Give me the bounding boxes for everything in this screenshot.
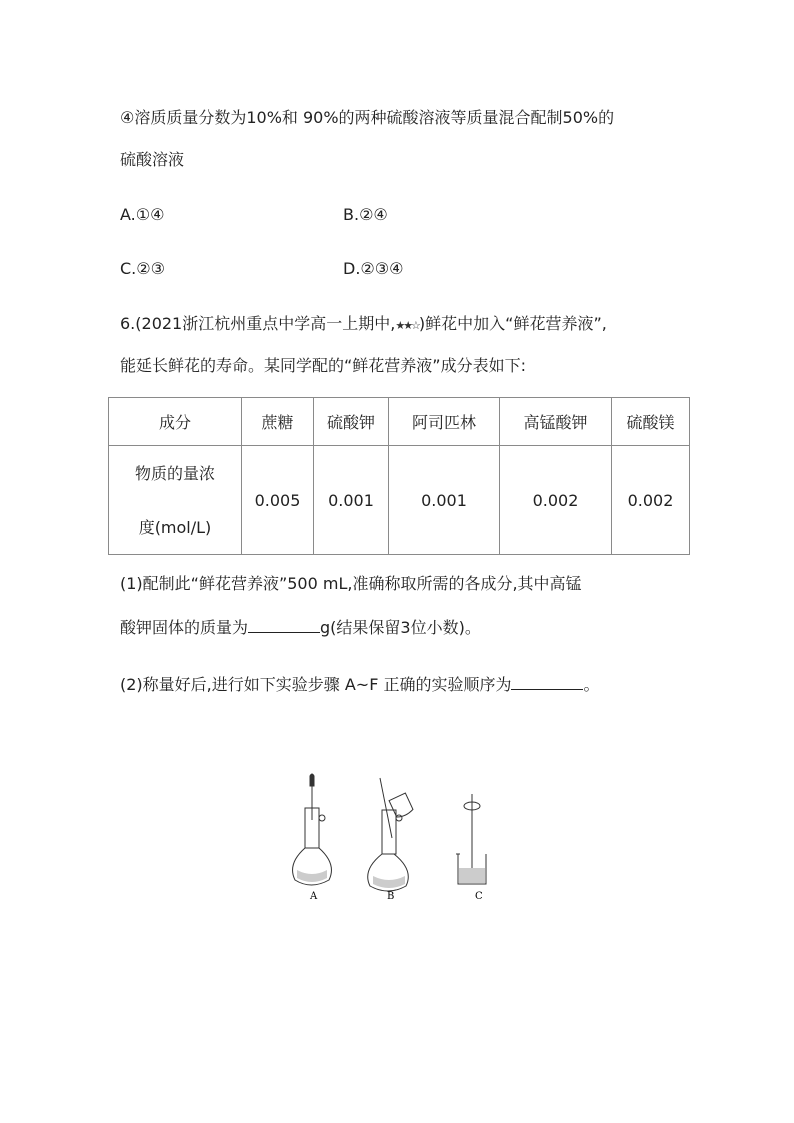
- sub2-text-before: (2)称量好后,进行如下实验步骤 A~F 正确的实验顺序为: [120, 675, 512, 694]
- stopper-icon: [319, 815, 325, 821]
- q5-option-d: D.②③④: [343, 259, 404, 278]
- answer-blank[interactable]: [511, 674, 583, 690]
- table-cell: 0.001: [314, 446, 389, 555]
- table-cell: 0.005: [242, 446, 314, 555]
- q6-stem-line1: [120, 314, 607, 336]
- q5-option-c: C.②③: [120, 259, 165, 278]
- liquid-icon: [459, 868, 485, 883]
- q6-sub1-line1: (1)配制此“鲜花营养液”500 mL,准确称取所需的各成分,其中高锰: [120, 574, 582, 593]
- q5-option-a: A.①④: [120, 205, 165, 224]
- figure-b: [368, 778, 414, 891]
- sub1-text-after: g(结果保留3位小数)。: [320, 618, 481, 637]
- table-row: [109, 446, 690, 555]
- table-cell: 0.002: [500, 446, 612, 555]
- q5-item4-line1: ④溶质质量分数为10%和 90%的两种硫酸溶液等质量混合配制50%的: [120, 108, 615, 127]
- row-label-line1: 物质的量浓: [134, 463, 215, 483]
- figure-a: [293, 774, 332, 885]
- row-label-line2: 度(mol/L): [138, 517, 212, 537]
- answer-blank[interactable]: [248, 617, 320, 633]
- figure-c: [456, 794, 486, 884]
- table-header-cell: 硫酸镁: [612, 398, 690, 446]
- table-header-cell: 硫酸钾: [314, 398, 389, 446]
- q6-source: 6.(2021浙江杭州重点中学高一上期中,: [120, 314, 396, 333]
- table-header-row: [109, 398, 690, 446]
- table-row-label: [109, 446, 242, 555]
- table-cell: 0.001: [389, 446, 500, 555]
- table-header-cell: 蔗糖: [242, 398, 314, 446]
- q6-stem-text: )鲜花中加入“鲜花营养液”,: [418, 314, 607, 333]
- table-header-cell: 成分: [109, 398, 242, 446]
- sub1-text-before: 酸钾固体的质量为: [120, 618, 249, 637]
- difficulty-stars-icon: ★★☆: [395, 319, 419, 332]
- table-header-cell: 高锰酸钾: [500, 398, 612, 446]
- experiment-figures: [288, 768, 508, 908]
- figure-label-c: C: [475, 891, 483, 902]
- dropper-bulb-icon: [310, 774, 314, 786]
- beaker-pouring-icon: [389, 793, 414, 819]
- figure-label-b: B: [387, 891, 395, 902]
- table-cell: 0.002: [612, 446, 690, 555]
- q5-item4-line2: 硫酸溶液: [120, 150, 185, 169]
- q5-option-b: B.②④: [343, 205, 388, 224]
- flask-neck: [382, 810, 396, 854]
- q6-sub1-line2: [120, 617, 481, 638]
- q6-sub2: [120, 674, 600, 695]
- sub2-text-after: 。: [583, 675, 600, 694]
- liquid-icon: [373, 876, 405, 888]
- stopper-icon: [396, 815, 402, 821]
- composition-table: [108, 397, 690, 555]
- q6-stem-line2: 能延长鲜花的寿命。某同学配的“鲜花营养液”成分表如下:: [120, 356, 526, 375]
- table-header-cell: 阿司匹林: [389, 398, 500, 446]
- figure-label-a: A: [310, 891, 318, 902]
- liquid-icon: [297, 870, 327, 882]
